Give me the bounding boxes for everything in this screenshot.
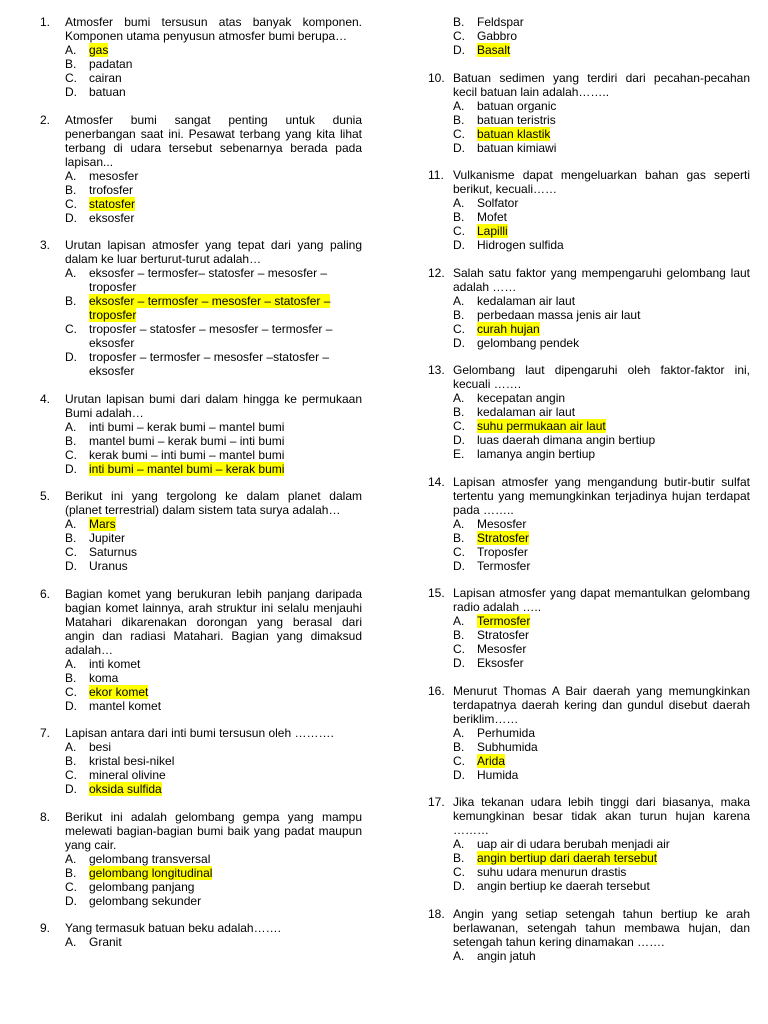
question-block <box>428 907 750 963</box>
option-list <box>65 266 362 378</box>
answer-option <box>453 726 750 740</box>
answer-option <box>453 141 750 155</box>
question-number: 4. <box>40 391 51 406</box>
answer-option <box>65 545 362 559</box>
option-letter: A. <box>65 43 77 57</box>
option-text: trofosfer <box>89 182 134 197</box>
answer-option <box>65 350 362 378</box>
option-text: kecepatan angin <box>477 391 566 405</box>
question-text: Atmosfer bumi sangat penting untuk dunia penerbangan saat ini. Pesawat terbang yang kita lihat terbang di udara tersebut sebenarnya berada pada lapisan... <box>65 112 362 169</box>
question-text: Atmosfer bumi tersusun atas banyak komponen. Komponen utama penyusun atmosfer bumi berupa… <box>65 15 362 43</box>
question-number: 15. <box>428 586 445 600</box>
question-text: Berikut ini adalah gelombang gempa yang mampu melewati bagian-bagian bumi baik yang padat maupun yang cair. <box>65 809 362 852</box>
option-letter: B. <box>453 530 465 545</box>
option-text: gelombang pendek <box>477 335 580 350</box>
option-text: perbedaan massa jenis air laut <box>477 307 641 322</box>
right-column <box>428 15 750 976</box>
option-text: gelombang transversal <box>89 851 211 866</box>
option-letter: C. <box>453 865 465 879</box>
question-number: 1. <box>40 15 51 29</box>
option-letter: C. <box>65 322 77 336</box>
question-block <box>428 586 750 670</box>
option-letter: A. <box>453 837 465 851</box>
answer-option <box>65 740 362 754</box>
option-list <box>453 15 750 57</box>
option-letter: A. <box>65 266 77 280</box>
answer-option <box>453 308 750 322</box>
option-list <box>65 935 362 949</box>
option-letter: B. <box>65 670 77 685</box>
option-letter: A. <box>65 740 77 754</box>
option-letter: C. <box>453 321 465 336</box>
option-list <box>453 196 750 252</box>
option-list <box>453 391 750 461</box>
question-text: Gelombang laut dipengaruhi oleh faktor-faktor ini, kecuali ……. <box>453 363 750 391</box>
option-letter: C. <box>453 544 465 559</box>
option-letter: A. <box>453 948 465 963</box>
question-text: Yang termasuk batuan beku adalah……. <box>65 921 281 935</box>
option-letter: D. <box>65 461 77 476</box>
answer-option <box>65 462 362 476</box>
answer-option <box>453 224 750 238</box>
option-letter: B. <box>65 754 77 768</box>
option-text: lamanya angin bertiup <box>477 447 596 461</box>
option-letter: C. <box>453 224 465 238</box>
answer-option <box>453 614 750 628</box>
question-text: Berikut ini yang tergolong ke dalam planet dalam (planet terrestrial) dalam sistem tata surya adalah… <box>65 489 362 517</box>
correct-answer-text: Stratosfer <box>477 530 530 545</box>
option-text: Perhumida <box>477 725 536 740</box>
answer-option <box>453 29 750 43</box>
option-letter: A. <box>65 517 77 531</box>
question-text: Vulkanisme dapat mengeluarkan bahan gas seperti berikut, kecuali…… <box>453 168 750 196</box>
answer-option <box>65 685 362 699</box>
answer-option <box>65 322 362 350</box>
left-column <box>40 15 362 963</box>
answer-option <box>453 391 750 405</box>
option-letter: A. <box>65 419 77 434</box>
question-block <box>428 475 750 573</box>
answer-option <box>65 266 362 294</box>
option-letter: A. <box>453 196 465 210</box>
correct-answer-text: angin bertiup dari daerah tersebut <box>477 851 658 865</box>
option-text: Mofet <box>477 210 508 224</box>
answer-option <box>453 127 750 141</box>
answer-option <box>65 699 362 713</box>
option-text: eksosfer <box>89 210 135 225</box>
question-text: Bagian komet yang berukuran lebih panjang daripada bagian komet lainnya, arah struktur ini selalu menjauhi Matahari dikarenakan dorongan yang berasal dari angin dan radiasi Matahari. Bagian yang dimaksud adalah… <box>65 586 362 657</box>
question-text: Menurut Thomas A Bair daerah yang memungkinkan terdapatnya daerah kering dan gundul disebut daerah beriklim…… <box>453 683 750 726</box>
question-number: 18. <box>428 906 445 921</box>
answer-option <box>453 740 750 754</box>
option-letter: B. <box>453 15 465 29</box>
answer-option <box>453 419 750 433</box>
correct-answer-text: Basalt <box>477 43 511 57</box>
option-text: mineral olivine <box>89 768 166 782</box>
question-block <box>428 684 750 782</box>
option-letter: C. <box>453 419 465 433</box>
answer-option <box>65 294 362 322</box>
option-text: Eksosfer <box>477 656 524 670</box>
answer-option <box>453 447 750 461</box>
question-number: 2. <box>40 112 51 127</box>
option-letter: B. <box>453 307 465 322</box>
option-letter: D. <box>453 238 465 252</box>
option-list <box>65 43 362 99</box>
option-text: gelombang sekunder <box>89 893 202 908</box>
answer-option <box>453 628 750 642</box>
option-letter: B. <box>65 531 77 545</box>
option-text: inti komet <box>89 656 141 671</box>
question-number: 9. <box>40 921 51 935</box>
answer-option <box>65 85 362 99</box>
option-letter: B. <box>65 865 77 880</box>
answer-option <box>453 754 750 768</box>
answer-option <box>453 656 750 670</box>
question-number: 17. <box>428 795 445 809</box>
question-number: 8. <box>40 809 51 824</box>
option-letter: D. <box>65 350 77 364</box>
question-block <box>428 795 750 893</box>
answer-option <box>65 183 362 197</box>
question-text: Angin yang setiap setengah tahun bertiup ke arah berlawanan, setengah tahun membawa hujan, dan setengah tahun kering dinamakan ……. <box>453 906 750 949</box>
option-letter: A. <box>453 725 465 740</box>
option-letter: C. <box>65 71 77 85</box>
option-text: batuan kimiawi <box>477 140 557 155</box>
option-text: mesosfer <box>89 168 139 183</box>
question-block <box>40 489 362 573</box>
correct-answer-text: ekor komet <box>89 684 149 699</box>
option-list <box>453 614 750 670</box>
question-block <box>40 113 362 225</box>
question-block <box>40 810 362 908</box>
question-block <box>40 392 362 476</box>
option-text: mantel komet <box>89 698 162 713</box>
answer-option <box>65 169 362 183</box>
correct-answer-text: batuan klastik <box>477 126 551 141</box>
answer-option <box>65 448 362 462</box>
question-text: Batuan sedimen yang terdiri dari pecahan-pecahan kecil batuan lain adalah…….. <box>453 70 750 99</box>
question-number: 6. <box>40 586 51 601</box>
option-letter: C. <box>65 684 77 699</box>
option-list <box>453 294 750 350</box>
answer-option <box>65 866 362 880</box>
option-list <box>65 740 362 796</box>
option-letter: D. <box>453 558 465 573</box>
option-text: kedalaman air laut <box>477 293 576 308</box>
answer-option <box>453 238 750 252</box>
option-list <box>65 169 362 225</box>
option-letter: C. <box>65 447 77 462</box>
question-block <box>428 168 750 252</box>
option-letter: D. <box>65 782 77 796</box>
option-text: gelombang panjang <box>89 879 195 894</box>
option-letter: B. <box>453 405 465 419</box>
answer-option <box>65 57 362 71</box>
option-letter: A. <box>453 391 465 405</box>
correct-answer-text: Arida <box>477 753 506 768</box>
correct-answer-text: gelombang longitudinal <box>89 865 213 880</box>
answer-option <box>65 671 362 685</box>
question-text: Lapisan atmosfer yang mengandung butir-butir sulfat tertentu yang memungkinkan terjadinya hujan terdapat pada …….. <box>453 474 750 517</box>
answer-option <box>453 531 750 545</box>
question-text: Lapisan atmosfer yang dapat memantulkan gelombang radio adalah ….. <box>453 586 750 614</box>
correct-answer-text: eksosfer – termosfer – mesosfer – statosfer – troposfer <box>89 294 331 322</box>
option-text: uap air di udara berubah menjadi air <box>477 837 670 851</box>
question-number: 14. <box>428 474 445 489</box>
option-letter: A. <box>65 851 77 866</box>
option-letter: C. <box>65 545 77 559</box>
option-list <box>453 837 750 893</box>
option-letter: B. <box>453 739 465 754</box>
question-number: 10. <box>428 70 445 85</box>
answer-option <box>65 754 362 768</box>
question-text: Salah satu faktor yang mempengaruhi gelombang laut adalah …… <box>453 265 750 294</box>
option-list <box>453 726 750 782</box>
option-letter: A. <box>65 168 77 183</box>
option-letter: C. <box>453 753 465 768</box>
question-block <box>40 587 362 713</box>
option-text: angin jatuh <box>477 948 536 963</box>
option-letter: B. <box>453 851 465 865</box>
answer-option <box>65 43 362 57</box>
correct-answer-text: statosfer <box>89 196 136 211</box>
answer-option <box>65 852 362 866</box>
answer-option <box>65 71 362 85</box>
answer-option <box>65 531 362 545</box>
option-list <box>453 99 750 155</box>
question-number: 3. <box>40 238 51 252</box>
question-block <box>428 71 750 155</box>
option-text: Gabbro <box>477 29 518 43</box>
option-text: cairan <box>89 71 122 85</box>
question-block <box>40 921 362 949</box>
answer-option <box>453 336 750 350</box>
option-letter: A. <box>65 656 77 671</box>
option-letter: A. <box>453 98 465 113</box>
option-text: kedalaman air laut <box>477 405 576 419</box>
question-number: 12. <box>428 265 445 280</box>
answer-option <box>453 837 750 851</box>
answer-option <box>65 894 362 908</box>
option-letter: D. <box>65 698 77 713</box>
option-text: inti bumi – kerak bumi – mantel bumi <box>89 419 285 434</box>
option-text: batuan teristris <box>477 112 556 127</box>
answer-option <box>453 949 750 963</box>
option-letter: C. <box>65 768 77 782</box>
question-block <box>40 238 362 378</box>
option-text: kerak bumi – inti bumi – mantel bumi <box>89 447 285 462</box>
correct-answer-text: Lapilli <box>477 224 508 238</box>
answer-option <box>453 768 750 782</box>
option-text: Feldspar <box>477 15 524 29</box>
option-letter: D. <box>453 43 465 57</box>
option-text: Jupiter <box>89 531 126 545</box>
answer-option <box>453 113 750 127</box>
correct-answer-text: gas <box>89 43 109 57</box>
option-text: eksosfer – termosfer– statosfer – mesosfer – troposfer <box>89 266 328 294</box>
option-letter: C. <box>453 126 465 141</box>
answer-option <box>65 935 362 949</box>
option-list <box>65 852 362 908</box>
correct-answer-text: curah hujan <box>477 321 540 336</box>
option-text: besi <box>89 740 112 754</box>
answer-option <box>65 880 362 894</box>
answer-option <box>65 197 362 211</box>
option-letter: B. <box>65 182 77 197</box>
question-number: 7. <box>40 726 51 740</box>
option-list <box>65 420 362 476</box>
answer-option <box>65 517 362 531</box>
correct-answer-text: Mars <box>89 517 116 531</box>
answer-option <box>453 865 750 879</box>
answer-option <box>453 517 750 531</box>
answer-option <box>453 210 750 224</box>
option-letter: B. <box>453 112 465 127</box>
correct-answer-text: suhu permukaan air laut <box>477 419 606 433</box>
option-letter: D. <box>453 767 465 782</box>
option-letter: A. <box>453 293 465 308</box>
option-text: Termosfer <box>477 558 531 573</box>
option-text: mantel bumi – kerak bumi – inti bumi <box>89 433 285 448</box>
option-text: troposfer – statosfer – mesosfer – termosfer – eksosfer <box>89 322 333 350</box>
answer-option <box>65 782 362 796</box>
option-letter: C. <box>453 29 465 43</box>
option-text: kristal besi-nikel <box>89 754 175 768</box>
option-text: Subhumida <box>477 739 538 754</box>
question-text: Urutan lapisan atmosfer yang tepat dari yang paling dalam ke luar berturut-turut adalah… <box>65 238 362 266</box>
question-number: 11. <box>428 168 444 182</box>
option-letter: D. <box>453 335 465 350</box>
question-block <box>40 15 362 99</box>
option-letter: E. <box>453 447 465 461</box>
option-letter: A. <box>453 614 465 628</box>
answer-option <box>65 420 362 434</box>
answer-option <box>65 434 362 448</box>
option-letter: D. <box>65 210 77 225</box>
answer-option <box>453 43 750 57</box>
option-letter: D. <box>453 433 465 447</box>
answer-option <box>65 559 362 573</box>
option-letter: A. <box>453 516 465 531</box>
option-letter: B. <box>453 210 465 224</box>
option-text: Saturnus <box>89 545 138 559</box>
answer-option <box>65 211 362 225</box>
option-text: Humida <box>477 767 519 782</box>
question-number: 16. <box>428 683 445 698</box>
option-letter: A. <box>65 935 77 949</box>
answer-option <box>453 15 750 29</box>
correct-answer-text: oksida sulfida <box>89 782 162 796</box>
option-list <box>65 657 362 713</box>
option-text: Hidrogen sulfida <box>477 238 564 252</box>
option-text: koma <box>89 670 119 685</box>
question-block <box>428 266 750 350</box>
option-letter: C. <box>65 879 77 894</box>
option-letter: B. <box>65 294 77 308</box>
option-text: batuan <box>89 85 126 99</box>
answer-option <box>453 545 750 559</box>
correct-answer-text: Termosfer <box>477 614 531 628</box>
option-text: padatan <box>89 57 133 71</box>
question-block <box>428 363 750 461</box>
option-letter: D. <box>65 85 77 99</box>
option-text: suhu udara menurun drastis <box>477 865 627 879</box>
option-text: Mesosfer <box>477 516 527 531</box>
option-text: Granit <box>89 935 122 949</box>
option-letter: B. <box>65 57 77 71</box>
question-block <box>40 726 362 796</box>
answer-option <box>453 294 750 308</box>
answer-option <box>453 99 750 113</box>
option-text: batuan organic <box>477 98 557 113</box>
option-text: Uranus <box>89 559 128 573</box>
question-number: 5. <box>40 489 51 503</box>
option-list <box>453 517 750 573</box>
answer-option <box>453 433 750 447</box>
option-letter: D. <box>453 879 465 893</box>
option-letter: D. <box>65 893 77 908</box>
correct-answer-text: inti bumi – mantel bumi – kerak bumi <box>89 461 285 476</box>
option-list <box>65 517 362 573</box>
option-letter: D. <box>65 559 77 573</box>
answer-option <box>65 657 362 671</box>
question-number: 13. <box>428 363 445 377</box>
option-text: Solfator <box>477 196 519 210</box>
option-letter: D. <box>453 140 465 155</box>
answer-option <box>453 879 750 893</box>
option-letter: C. <box>65 196 77 211</box>
answer-option <box>65 768 362 782</box>
option-letter: B. <box>65 433 77 448</box>
question-text: Jika tekanan udara lebih tinggi dari biasanya, maka kemungkinan besar tidak akan turun hujan karena ……… <box>453 795 750 837</box>
option-text: luas daerah dimana angin bertiup <box>477 433 656 447</box>
answer-option <box>453 642 750 656</box>
answer-option <box>453 559 750 573</box>
question-continuation <box>428 15 750 57</box>
option-text: angin bertiup ke daerah tersebut <box>477 879 650 893</box>
option-letter: D. <box>453 656 465 670</box>
answer-option <box>453 322 750 336</box>
answer-option <box>453 196 750 210</box>
option-letter: C. <box>453 642 465 656</box>
answer-option <box>453 851 750 865</box>
option-text: troposfer – termosfer – mesosfer –statosfer – eksosfer <box>89 350 330 378</box>
option-list <box>453 949 750 963</box>
question-text: Urutan lapisan bumi dari dalam hingga ke permukaan Bumi adalah… <box>65 391 362 420</box>
option-text: Mesosfer <box>477 642 527 656</box>
option-letter: B. <box>453 628 465 642</box>
option-text: Stratosfer <box>477 628 530 642</box>
answer-option <box>453 405 750 419</box>
option-text: Troposfer <box>477 544 528 559</box>
question-text: Lapisan antara dari inti bumi tersusun oleh ………. <box>65 726 334 740</box>
